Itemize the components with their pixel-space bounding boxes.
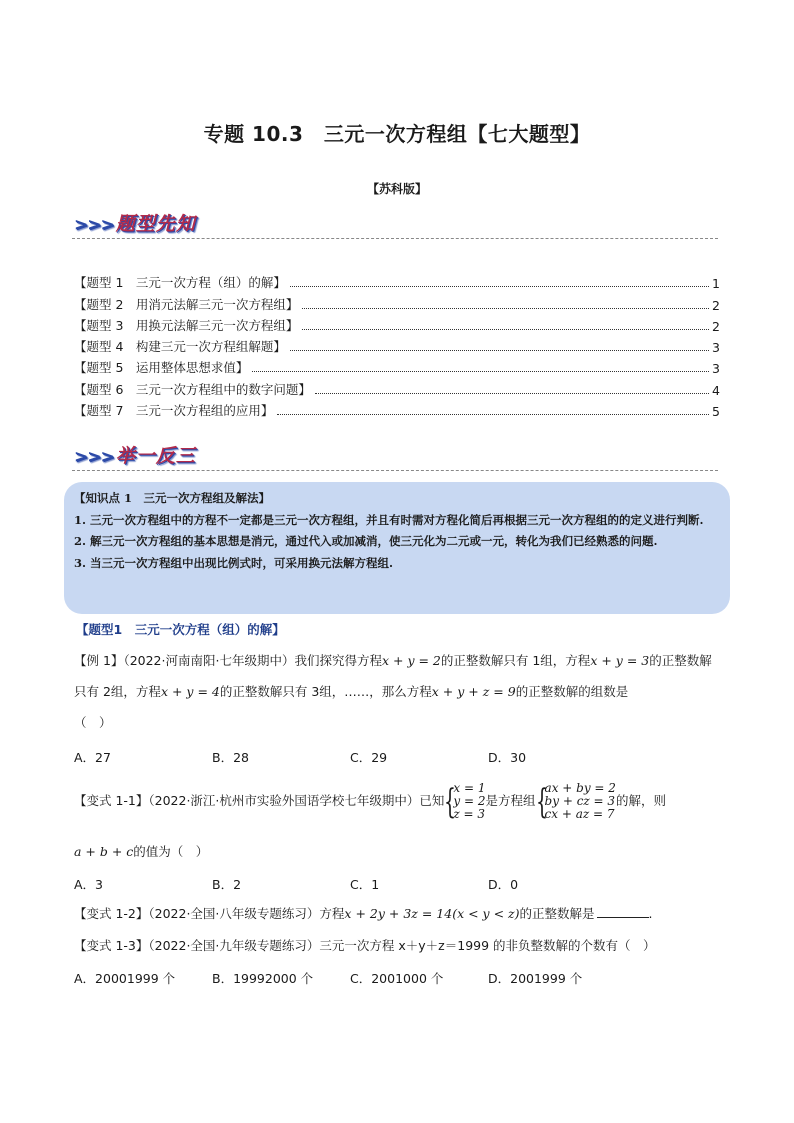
toc-page-number: 3: [712, 340, 720, 356]
brace: {: [444, 782, 457, 822]
toc-leader-dots: [290, 350, 709, 351]
equation: cx + az = 7: [544, 807, 615, 821]
toc-label: 【题型 5 运用整体思想求值】: [74, 360, 249, 376]
toc-page-number: 3: [712, 361, 720, 377]
equation: x + y = 3: [590, 653, 650, 668]
toc-item[interactable]: [74, 398, 720, 419]
toc-page-number: 2: [712, 318, 720, 334]
equation-system: [536, 782, 616, 821]
equation: y = 2: [453, 794, 486, 808]
text: 已知: [419, 793, 445, 808]
table-of-contents: [74, 270, 720, 419]
toc-label: 【题型 4 构建三元一次方程组解题】: [74, 339, 286, 355]
text: 的正整数解是: [519, 906, 595, 921]
equation: ax + by = 2: [544, 781, 616, 795]
text: 方程: [319, 906, 345, 921]
toc-item[interactable]: [74, 355, 720, 376]
knowledge-point-1: 1. 三元一次方程组中的方程不一定都是三元一次方程组，并且有时需对方程化简后再根据三元一次方程组的的定义进行判断.: [74, 512, 704, 527]
option-b: B．19992000 个: [212, 971, 314, 986]
text: 的正整数解只有 3组，……，那么方程: [219, 684, 432, 699]
banner-arrows: >>>: [74, 215, 114, 235]
variant-1-1-cont: [74, 836, 720, 867]
toc-leader-dots: [315, 393, 709, 394]
text: 三元一次方程 x＋y＋z＝1999 的非负整数解的个数有（ ）: [319, 938, 656, 953]
option-c: C．2001000 个: [350, 971, 444, 986]
toc-leader-dots: [252, 371, 709, 372]
toc-item[interactable]: [74, 313, 720, 334]
banner-arrows: >>>: [74, 447, 114, 467]
toc-leader-dots: [302, 308, 709, 309]
banner-practice: [74, 441, 196, 468]
option-d: D．30: [488, 750, 527, 765]
toc-leader-dots: [302, 329, 709, 330]
text: 是方程组: [485, 793, 536, 808]
text: 的正整数解只有 1组，方程: [440, 653, 591, 668]
option-b: B．2: [212, 877, 242, 892]
equation: x + y = 2: [381, 653, 441, 668]
page-title: 专题 10.3 三元一次方程组【七大题型】: [203, 122, 591, 146]
knowledge-box: [64, 482, 730, 614]
toc-label: 【题型 6 三元一次方程组中的数字问题】: [74, 381, 311, 397]
option-a: A．20001999 个: [74, 971, 176, 986]
variant-tag: 【变式 1-1】: [74, 793, 149, 808]
banner-preview: [74, 209, 196, 236]
section-heading: 【题型1 三元一次方程（组）的解】: [76, 622, 285, 637]
toc-item[interactable]: [74, 270, 720, 291]
toc-item[interactable]: [74, 291, 720, 312]
toc-page-number: 1: [712, 276, 720, 292]
edition-label: 【苏科版】: [366, 182, 427, 196]
variant-source: （2022·全国·九年级专题练习）: [148, 938, 320, 953]
variant-tag: 【变式 1-3】: [74, 938, 149, 953]
option-c: C．29: [350, 750, 388, 765]
option-a: A．3: [74, 877, 104, 892]
variant-source: （2022·全国·八年级专题练习）: [148, 906, 320, 921]
answer-blank[interactable]: [597, 917, 649, 918]
divider: [72, 470, 718, 471]
solution-system: [444, 782, 485, 821]
equation: x + y = 4: [160, 684, 220, 699]
equation: by + cz = 3: [544, 794, 616, 808]
answer-paren: （ ）: [74, 715, 112, 730]
brace: {: [535, 782, 548, 822]
toc-label: 【题型 2 用消元法解三元一次方程组】: [74, 296, 299, 312]
text: 我们探究得方程: [294, 653, 382, 668]
text: 的正整数解只有 2组，方程: [74, 653, 712, 699]
toc-page-number: 4: [712, 382, 720, 398]
toc-page-number: 5: [712, 404, 720, 420]
divider: [72, 238, 718, 239]
example-1-options: [74, 748, 720, 766]
example-source: （2022·河南南阳·七年级期中）: [123, 653, 295, 668]
text: .: [648, 906, 653, 921]
banner-practice-text: 举一反三: [115, 445, 196, 467]
example-tag: 【例 1】: [74, 653, 124, 668]
equation: x + y + z = 9: [431, 684, 516, 699]
variant-source: （2022·浙江·杭州市实验外国语学校七年级期中）: [148, 793, 420, 808]
banner-preview-text: 题型先知: [115, 213, 196, 235]
variant-1-3-options: [74, 969, 720, 987]
knowledge-point-3: 3. 当三元一次方程组中出现比例式时，可采用换元法解方程组.: [74, 555, 394, 570]
variant-1-2: [74, 898, 720, 929]
toc-label: 【题型 3 用换元法解三元一次方程组】: [74, 317, 299, 333]
variant-1-3: [74, 930, 720, 961]
example-1: [74, 645, 720, 738]
option-a: A．27: [74, 750, 111, 765]
variant-1-1-options: [74, 875, 720, 893]
equation: x + 2y + 3z = 14(x < y < z): [344, 906, 520, 921]
toc-leader-dots: [290, 286, 709, 287]
toc-label: 【题型 7 三元一次方程组的应用】: [74, 403, 274, 419]
toc-item[interactable]: [74, 334, 720, 355]
toc-leader-dots: [277, 414, 709, 415]
knowledge-point-2: 2. 解三元一次方程组的基本思想是消元，通过代入或加减消，使三元化为二元或一元，转化为我们已经熟悉的问题.: [74, 534, 658, 548]
knowledge-title: 【知识点 1 三元一次方程组及解法】: [74, 491, 271, 505]
equation: x = 1: [453, 781, 486, 795]
variant-1-1: [74, 778, 720, 824]
equation: z = 3: [453, 807, 486, 821]
option-b: B．28: [212, 750, 249, 765]
option-d: D．2001999 个: [488, 971, 583, 986]
text: 的值为（ ）: [133, 844, 209, 859]
text: 的解，则: [615, 793, 666, 808]
expression: a + b + c: [74, 844, 134, 859]
option-c: C．1: [350, 877, 380, 892]
option-d: D．0: [488, 877, 519, 892]
variant-tag: 【变式 1-2】: [74, 906, 149, 921]
toc-page-number: 2: [712, 297, 720, 313]
text: 的正整数解的组数是: [515, 684, 629, 699]
toc-item[interactable]: [74, 376, 720, 397]
toc-label: 【题型 1 三元一次方程（组）的解】: [74, 275, 286, 291]
